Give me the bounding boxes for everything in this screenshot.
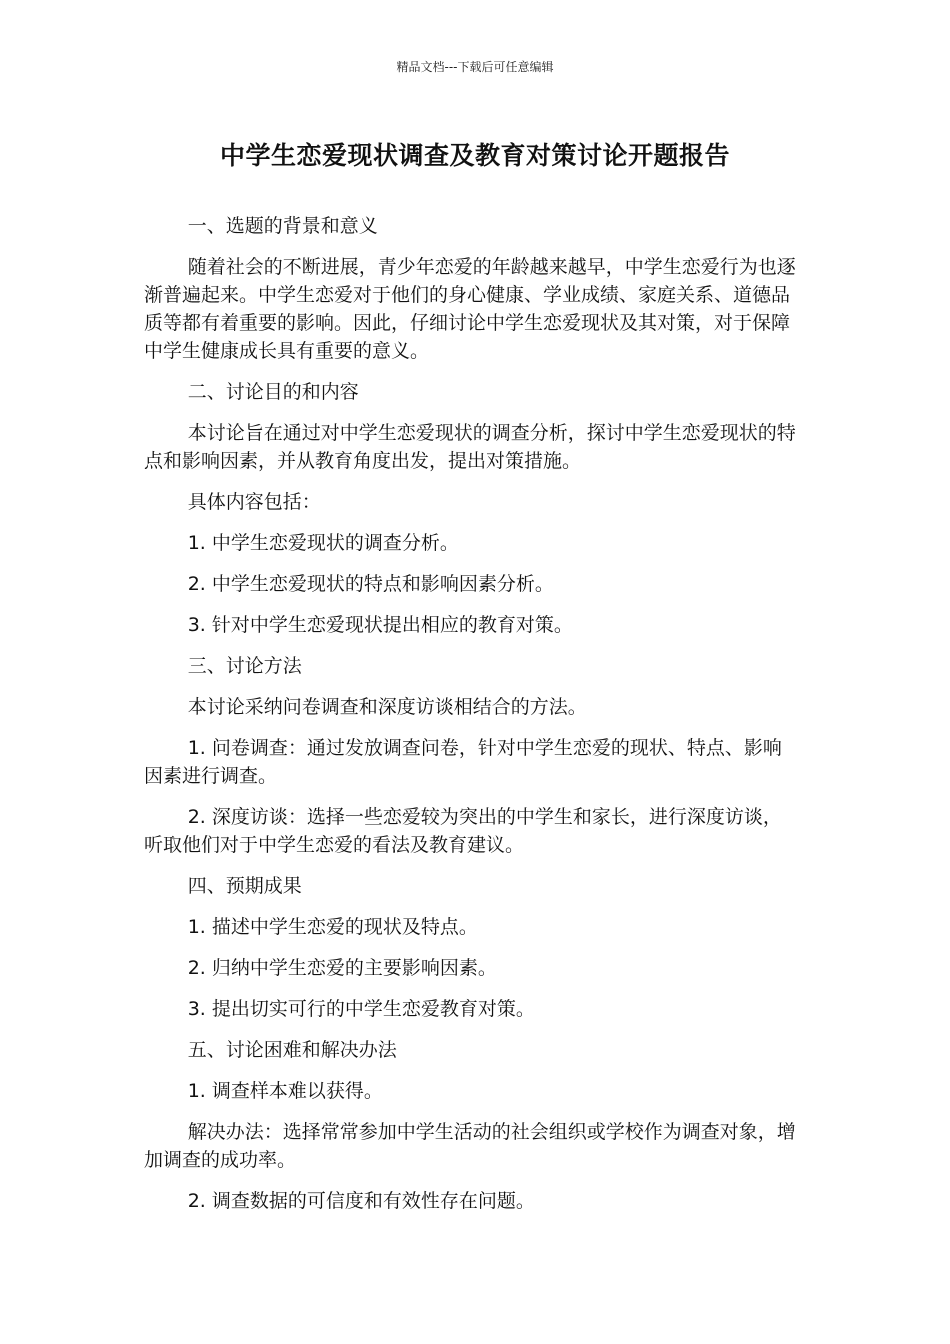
list-item: 1. 描述中学生恋爱的现状及特点。 bbox=[187, 916, 478, 938]
document-body bbox=[144, 212, 800, 1228]
section-heading-difficulties: 五、讨论困难和解决办法 bbox=[187, 1039, 397, 1061]
list-item: 2. 归纳中学生恋爱的主要影响因素。 bbox=[187, 957, 497, 979]
list-item: 2. 中学生恋爱现状的特点和影响因素分析。 bbox=[187, 573, 554, 595]
paragraph-content-intro: 具体内容包括： bbox=[187, 491, 321, 513]
list-item: 2. 深度访谈：选择一些恋爱较为突出的中学生和家长，进行深度访谈，听取他们对于中学生恋爱的看法及教育建议。 bbox=[144, 806, 782, 856]
section-heading-outcomes: 四、预期成果 bbox=[187, 875, 302, 897]
paragraph-method: 本讨论采纳问卷调查和深度访谈相结合的方法。 bbox=[187, 696, 587, 718]
paragraph-background: 随着社会的不断进展，青少年恋爱的年龄越来越早，中学生恋爱行为也逐渐普遍起来。中学生恋爱对于他们的身心健康、学业成绩、家庭关系、道德品质等都有着重要的影响。因此，仔细讨论中学生恋爱现状及其对策，对于保障中学生健康成长具有重要的意义。 bbox=[144, 256, 796, 362]
list-item: 3. 提出切实可行的中学生恋爱教育对策。 bbox=[187, 998, 535, 1020]
list-item: 1. 调查样本难以获得。 bbox=[187, 1080, 383, 1102]
list-item: 2. 调查数据的可信度和有效性存在问题。 bbox=[187, 1190, 535, 1212]
list-item: 1. 问卷调查：通过发放调查问卷，针对中学生恋爱的现状、特点、影响因素进行调查。 bbox=[144, 737, 782, 787]
list-item: 3. 针对中学生恋爱现状提出相应的教育对策。 bbox=[187, 614, 573, 636]
document-title: 中学生恋爱现状调查及教育对策讨论开题报告 bbox=[219, 141, 730, 170]
list-item: 1. 中学生恋爱现状的调查分析。 bbox=[187, 532, 459, 554]
header-note: 精品文档---下载后可任意编辑 bbox=[396, 60, 554, 74]
paragraph-solution: 解决办法：选择常常参加中学生活动的社会组织或学校作为调查对象，增加调查的成功率。 bbox=[144, 1121, 796, 1171]
section-heading-background: 一、选题的背景和意义 bbox=[187, 215, 378, 237]
section-heading-method: 三、讨论方法 bbox=[187, 655, 302, 677]
paragraph-purpose: 本讨论旨在通过对中学生恋爱现状的调查分析，探讨中学生恋爱现状的特点和影响因素，并从教育角度出发，提出对策措施。 bbox=[144, 422, 796, 472]
section-heading-purpose: 二、讨论目的和内容 bbox=[187, 381, 359, 403]
